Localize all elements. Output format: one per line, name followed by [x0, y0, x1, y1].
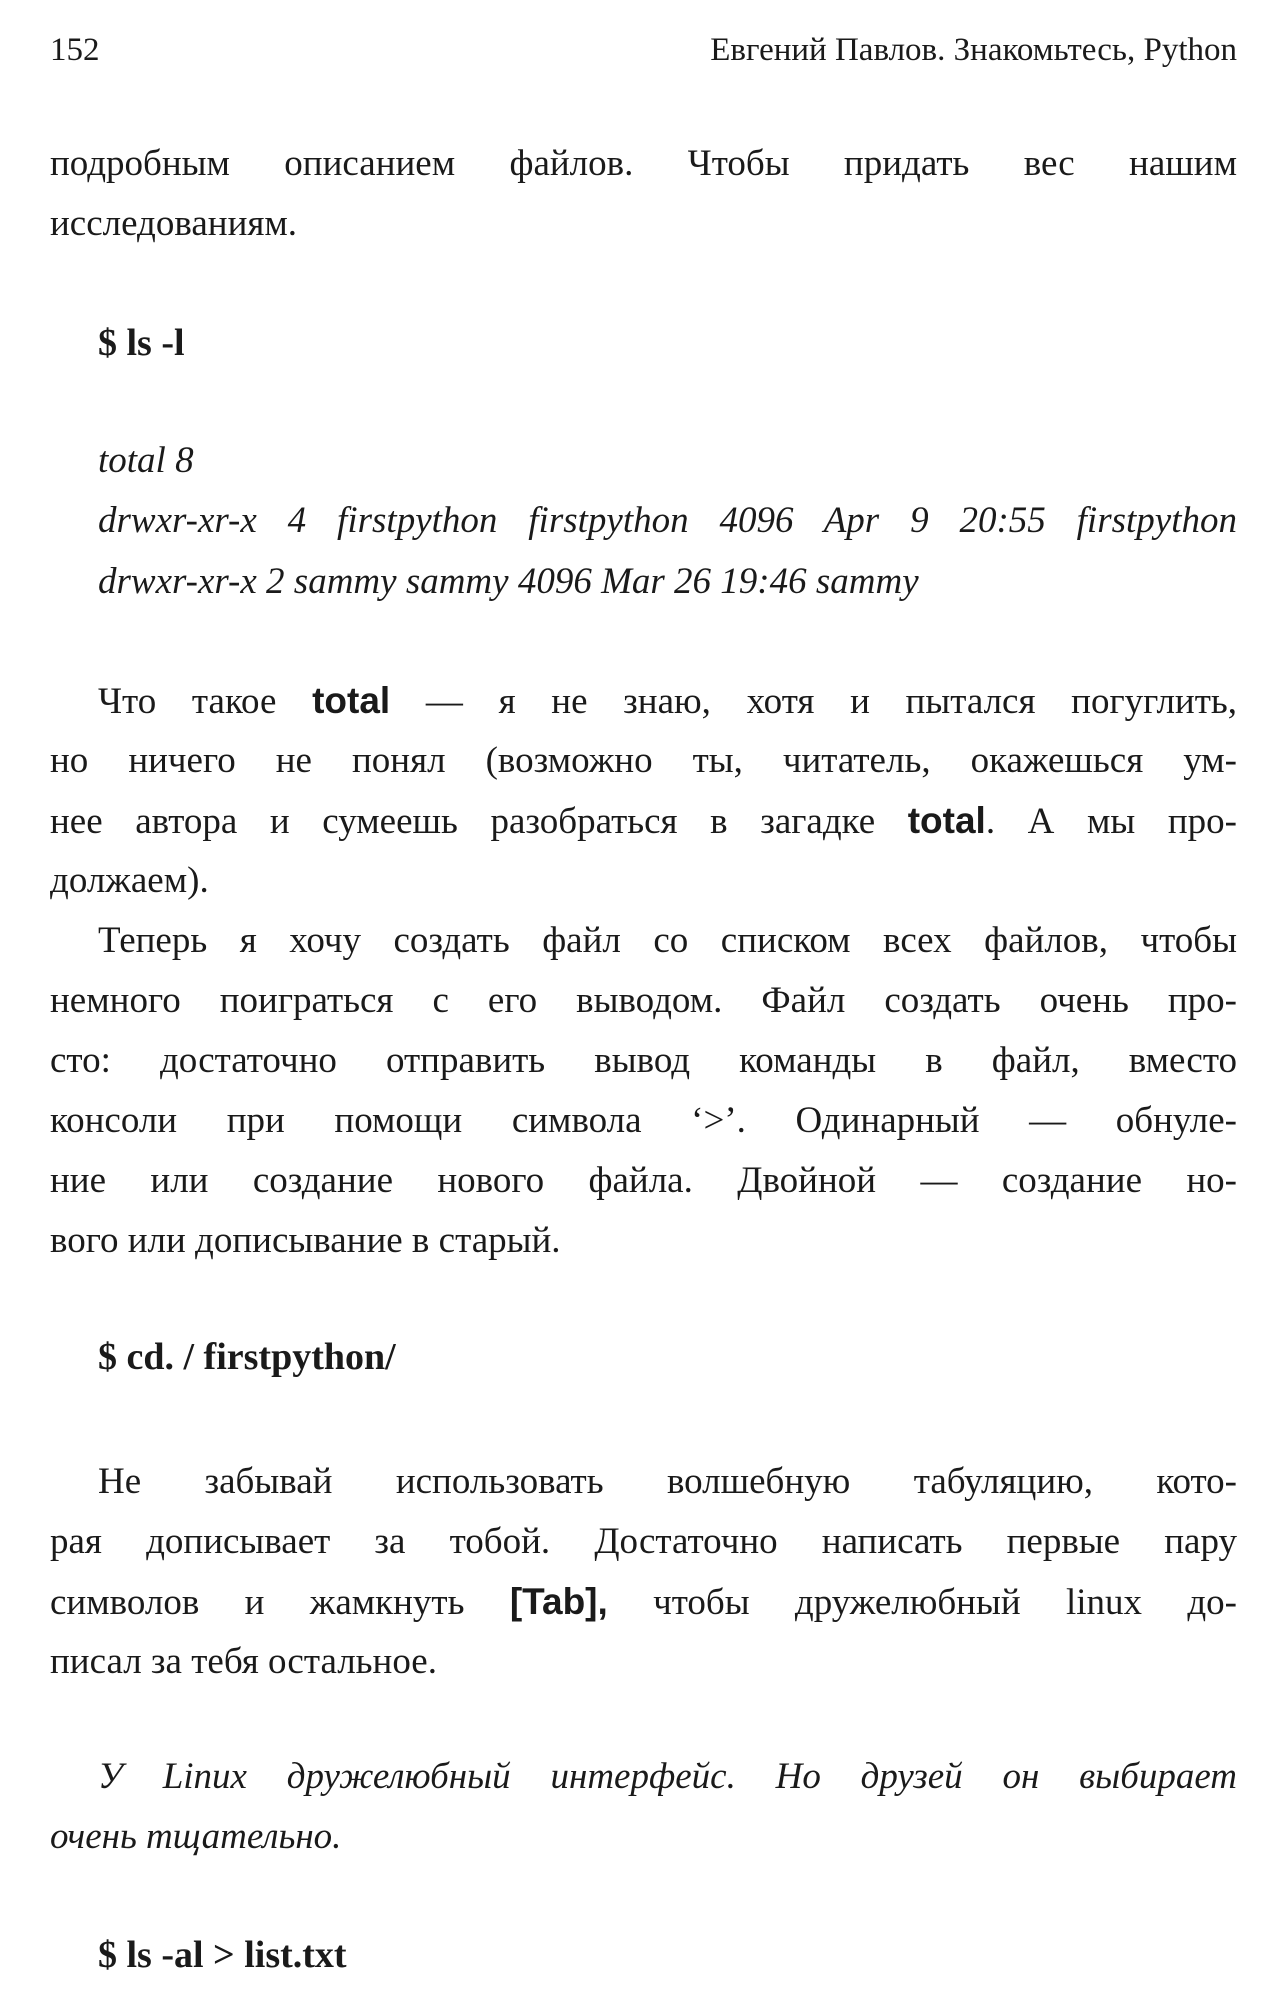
paragraph-line: подробным описанием файлов. Чтобы придать вес нашим [50, 143, 1237, 184]
quote-line: очень тщательно. [50, 1816, 342, 1857]
paragraph-line: но ничего не понял (возможно ты, читатель, окажешься ум- [50, 740, 1237, 781]
text: — я не знаю, хотя и пытался погуглить, [390, 681, 1237, 722]
bold-term: total [907, 800, 986, 841]
paragraph-line: исследованиям. [50, 203, 298, 244]
output-line: drwxr-xr-x 2 sammy sammy 4096 Mar 26 19:46 sammy [98, 561, 919, 602]
page-number: 152 [50, 32, 100, 68]
text: нее автора и сумеешь разобраться в загадке [50, 801, 908, 842]
text: Что такое [98, 681, 313, 722]
paragraph-line: немного поиграться с его выводом. Файл создать очень про- [50, 980, 1237, 1021]
bold-term: total [312, 680, 391, 721]
paragraph-line: сто: достаточно отправить вывод команды в файл, вместо [50, 1040, 1237, 1081]
paragraph-line: консоли при помощи символа ‘>’. Одинарный — обнуле- [50, 1100, 1237, 1141]
command-ls-al: $ ls -al > list.txt [98, 1934, 347, 1976]
paragraph-line: ние или создание нового файла. Двойной — создание но- [50, 1160, 1237, 1201]
running-title: Евгений Павлов. Знакомьтесь, Python [710, 32, 1237, 68]
output-line: total 8 [98, 440, 194, 481]
text: . А мы про- [985, 801, 1237, 842]
paragraph-line: писал за тебя остальное. [50, 1641, 437, 1682]
command-ls-l: $ ls -l [98, 322, 185, 364]
quote-line: У Linux дружелюбный интерфейс. Но друзей он выбирает [98, 1756, 1237, 1797]
paragraph-line: должаем). [50, 860, 209, 901]
paragraph-line [50, 1572, 1237, 1632]
paragraph-line: рая дописывает за тобой. Достаточно написать первые пару [50, 1521, 1237, 1562]
text: чтобы дружелюбный linux до- [607, 1582, 1238, 1623]
paragraph-line [98, 671, 1237, 731]
paragraph-line: вого или дописывание в старый. [50, 1220, 561, 1261]
bold-key: [Tab], [509, 1581, 608, 1622]
paragraph-line: Теперь я хочу создать файл со списком всех файлов, чтобы [98, 920, 1237, 961]
paragraph-line: Не забывай использовать волшебную табуляцию, кото- [98, 1461, 1237, 1502]
paragraph-line [50, 791, 1237, 851]
command-cd: $ cd. / firstpython/ [98, 1336, 396, 1378]
output-line: drwxr-xr-x 4 firstpython firstpython 4096 Apr 9 20:55 firstpython [98, 500, 1237, 541]
text: символов и жамкнуть [50, 1582, 510, 1623]
